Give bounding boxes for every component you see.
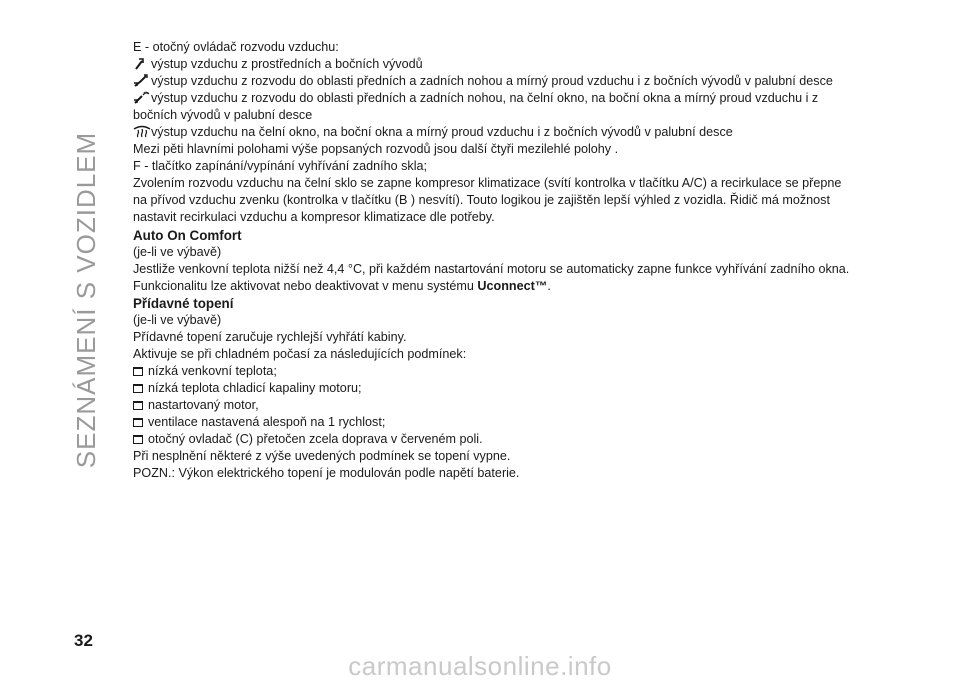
face-feet-vent-icon (133, 74, 151, 87)
list-item-text: nízká venkovní teplota; (148, 363, 277, 378)
list-item (133, 380, 888, 397)
text-line (133, 278, 888, 295)
text-line: na přívod vzduchu zvenku (kontrolka v tlačítku (B ) nesvítí). Touto logikou je zajištěn lepší výhled z vozidla. Řidič má možnost (133, 193, 830, 208)
text-line-content: výstup vzduchu z rozvodu do oblasti předních a zadních nohou a mírný proud vzduchu i z bočních vývodů v palubní desce (151, 74, 833, 89)
text-line: E - otočný ovládač rozvodu vzduchu: (133, 40, 339, 54)
list-item-text: ventilace nastavená alespoň na 1 rychlost; (148, 415, 386, 430)
text-line: Mezi pěti hlavními polohami výše popsaných rozvodů jsou další čtyři mezilehlé polohy . (133, 142, 619, 157)
list-item (133, 414, 888, 431)
watermark: carmanualsonline.info (348, 651, 612, 681)
text-line: Aktivuje se při chladném počasí za následujících podmínek: (133, 346, 467, 361)
text-line: F - tlačítko zapínání/vypínání vyhřívání zadního skla; (133, 159, 428, 174)
text-line-content: výstup vzduchu na čelní okno, na boční okna a mírný proud vzduchu i z bočních vývodů v palubní desce (151, 125, 733, 140)
bullet-icon (133, 418, 143, 427)
text-line-content: výstup vzduchu z prostředních a bočních vývodů (151, 57, 423, 72)
text-line: POZN.: Výkon elektrického topení je modulován podle napětí baterie. (133, 466, 520, 481)
text-line: Přídavné topení zaručuje rychlejší vyhřátí kabiny. (133, 329, 407, 344)
face-vent-icon (133, 57, 151, 70)
text-line (133, 124, 888, 141)
list-item (133, 363, 888, 380)
feet-windshield-vent-icon (133, 91, 151, 104)
list-item-text: otočný ovladač (C) přetočen zcela doprava v červeném poli. (148, 432, 483, 447)
bullet-icon (133, 435, 143, 444)
text-line-content: . (547, 278, 551, 293)
page-content (133, 39, 888, 482)
bullet-icon (133, 384, 143, 393)
text-line: nastavit recirkulaci vzduchu a kompresor klimatizace dle potřeby. (133, 210, 495, 225)
text-line: Zvolením rozvodu vzduchu na čelní sklo se zapne kompresor klimatizace (svítí kontrolka v tlačítku A/C) a recirkulace se přepne (133, 176, 842, 191)
text-line (133, 73, 888, 90)
list-item-text: nastartovaný motor, (148, 397, 259, 412)
list-item (133, 431, 888, 448)
bullet-icon (133, 367, 143, 376)
heading-auto-on-comfort: Auto On Comfort (133, 227, 242, 243)
text-line (133, 90, 888, 107)
text-line-content: výstup vzduchu z rozvodu do oblasti předních a zadních nohou, na čelní okno, na boční okna a mírný proud vzduchu i z (151, 91, 819, 106)
text-line: Při nesplnění některé z výše uvedených podmínek se topení vypne. (133, 449, 511, 464)
text-line-content: Funkcionalitu lze aktivovat nebo deaktivovat v menu systému (133, 278, 478, 293)
list-item (133, 397, 888, 414)
list-item-text: nízká teplota chladicí kapaliny motoru; (148, 380, 362, 395)
page-number: 32 (74, 631, 93, 650)
section-title: SEZNÁMENÍ S VOZIDLEM (71, 131, 101, 469)
text-line (133, 56, 888, 73)
text-line: bočních vývodů v palubní desce (133, 108, 313, 123)
heading-pridavne-topeni: Přídavné topení (133, 295, 234, 311)
text-line: (je-li ve výbavě) (133, 244, 222, 259)
bullet-icon (133, 401, 143, 410)
uconnect-label: Uconnect™ (477, 278, 548, 293)
text-line: Jestliže venkovní teplota nižší než 4,4 °C, při každém nastartování motoru se automaticky zapne funkce vyhřívání zadního okna. (133, 261, 850, 276)
text-line: (je-li ve výbavě) (133, 312, 222, 327)
windshield-defrost-icon (133, 125, 151, 138)
